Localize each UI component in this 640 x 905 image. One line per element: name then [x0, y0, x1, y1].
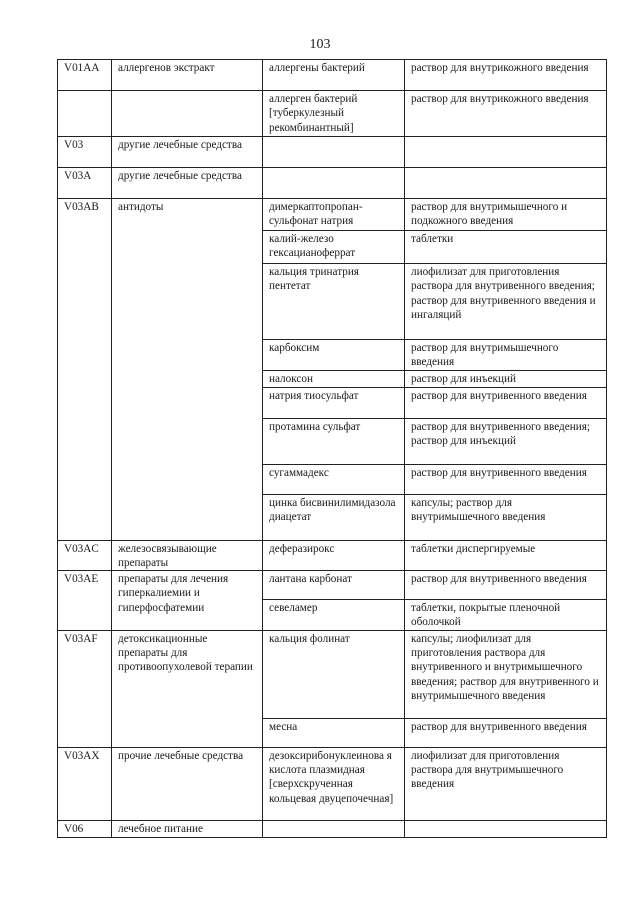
- group-cell: железосвязывающие препараты: [112, 540, 263, 571]
- dosage-form-cell: капсулы; раствор для внутримышечного введения: [405, 494, 607, 540]
- drug-name-cell: [263, 137, 405, 168]
- drug-name-cell: натрия тиосульфат: [263, 387, 405, 418]
- dosage-form-cell: лиофилизат для приготовления раствора для внутривенного введения; раствор для внутривенного введения и ингаляций: [405, 264, 607, 340]
- atc-code-cell: V03AE: [58, 571, 112, 631]
- dosage-form-cell: раствор для внутривенного введения: [405, 387, 607, 418]
- dosage-form-cell: таблетки: [405, 231, 607, 264]
- dosage-form-cell: [405, 820, 607, 837]
- drug-name-cell: димеркаптопропан-сульфонат натрия: [263, 199, 405, 231]
- atc-code-cell: V03A: [58, 168, 112, 199]
- dosage-form-cell: лиофилизат для приготовления раствора для внутримышечного введения: [405, 747, 607, 820]
- group-cell: [112, 91, 263, 137]
- dosage-form-cell: раствор для инъекций: [405, 370, 607, 387]
- atc-code-cell: [58, 91, 112, 137]
- drug-name-cell: карбоксим: [263, 340, 405, 371]
- dosage-form-cell: капсулы; лиофилизат для приготовления раствора для внутривенного и внутримышечного введения; раствор для внутривенного и внутримышечного введения: [405, 630, 607, 718]
- atc-code-cell: V06: [58, 820, 112, 837]
- drug-name-cell: сугаммадекс: [263, 464, 405, 494]
- drug-name-cell: аллергены бактерий: [263, 60, 405, 91]
- dosage-form-cell: раствор для внутривенного введения: [405, 571, 607, 600]
- atc-code-cell: V03AX: [58, 747, 112, 820]
- dosage-form-cell: раствор для внутримышечного и подкожного введения: [405, 199, 607, 231]
- atc-code-cell: V03AC: [58, 540, 112, 571]
- drug-table: [57, 59, 607, 838]
- drug-name-cell: кальция тринатрия пентетат: [263, 264, 405, 340]
- dosage-form-cell: [405, 137, 607, 168]
- drug-name-cell: кальция фолинат: [263, 630, 405, 718]
- group-cell: препараты для лечения гиперкалиемии и гиперфосфатемии: [112, 571, 263, 631]
- drug-name-cell: лантана карбонат: [263, 571, 405, 600]
- drug-name-cell: налоксон: [263, 370, 405, 387]
- dosage-form-cell: раствор для внутрикожного введения: [405, 60, 607, 91]
- drug-name-cell: протамина сульфат: [263, 418, 405, 464]
- atc-code-cell: V03AB: [58, 199, 112, 541]
- drug-name-cell: цинка бисвинилимидазола диацетат: [263, 494, 405, 540]
- group-cell: антидоты: [112, 199, 263, 541]
- drug-name-cell: деферазирокс: [263, 540, 405, 571]
- table-row: [58, 199, 607, 231]
- dosage-form-cell: таблетки диспергируемые: [405, 540, 607, 571]
- dosage-form-cell: раствор для внутривенного введения; раствор для инъекций: [405, 418, 607, 464]
- atc-code-cell: V03AF: [58, 630, 112, 747]
- table-row: [58, 168, 607, 199]
- table-row: [58, 137, 607, 168]
- page-number: 103: [309, 37, 331, 52]
- table-row: [58, 60, 607, 91]
- drug-name-cell: аллерген бактерий [туберкулезный рекомбинантный]: [263, 91, 405, 137]
- drug-name-cell: севеламер: [263, 600, 405, 631]
- dosage-form-cell: таблетки, покрытые пленочной оболочкой: [405, 600, 607, 631]
- group-cell: аллергенов экстракт: [112, 60, 263, 91]
- group-cell: лечебное питание: [112, 820, 263, 837]
- table-row: [58, 820, 607, 837]
- drug-name-cell: [263, 168, 405, 199]
- group-cell: детоксикационные препараты для противоопухолевой терапии: [112, 630, 263, 747]
- drug-name-cell: дезоксирибонуклеинова я кислота плазмидная [сверхскрученная кольцевая двуцепочечная]: [263, 747, 405, 820]
- table-row: [58, 540, 607, 571]
- table-row: [58, 571, 607, 600]
- group-cell: другие лечебные средства: [112, 137, 263, 168]
- dosage-form-cell: [405, 168, 607, 199]
- drug-name-cell: месна: [263, 718, 405, 747]
- drug-name-cell: калий-железо гексацианоферрат: [263, 231, 405, 264]
- drug-name-cell: [263, 820, 405, 837]
- dosage-form-cell: раствор для внутривенного введения: [405, 718, 607, 747]
- dosage-form-cell: раствор для внутривенного введения: [405, 464, 607, 494]
- dosage-form-cell: раствор для внутримышечного введения: [405, 340, 607, 371]
- atc-code-cell: V03: [58, 137, 112, 168]
- atc-code-cell: V01AA: [58, 60, 112, 91]
- table-row: [58, 91, 607, 137]
- dosage-form-cell: раствор для внутрикожного введения: [405, 91, 607, 137]
- group-cell: прочие лечебные средства: [112, 747, 263, 820]
- group-cell: другие лечебные средства: [112, 168, 263, 199]
- table-row: [58, 630, 607, 718]
- table-row: [58, 747, 607, 820]
